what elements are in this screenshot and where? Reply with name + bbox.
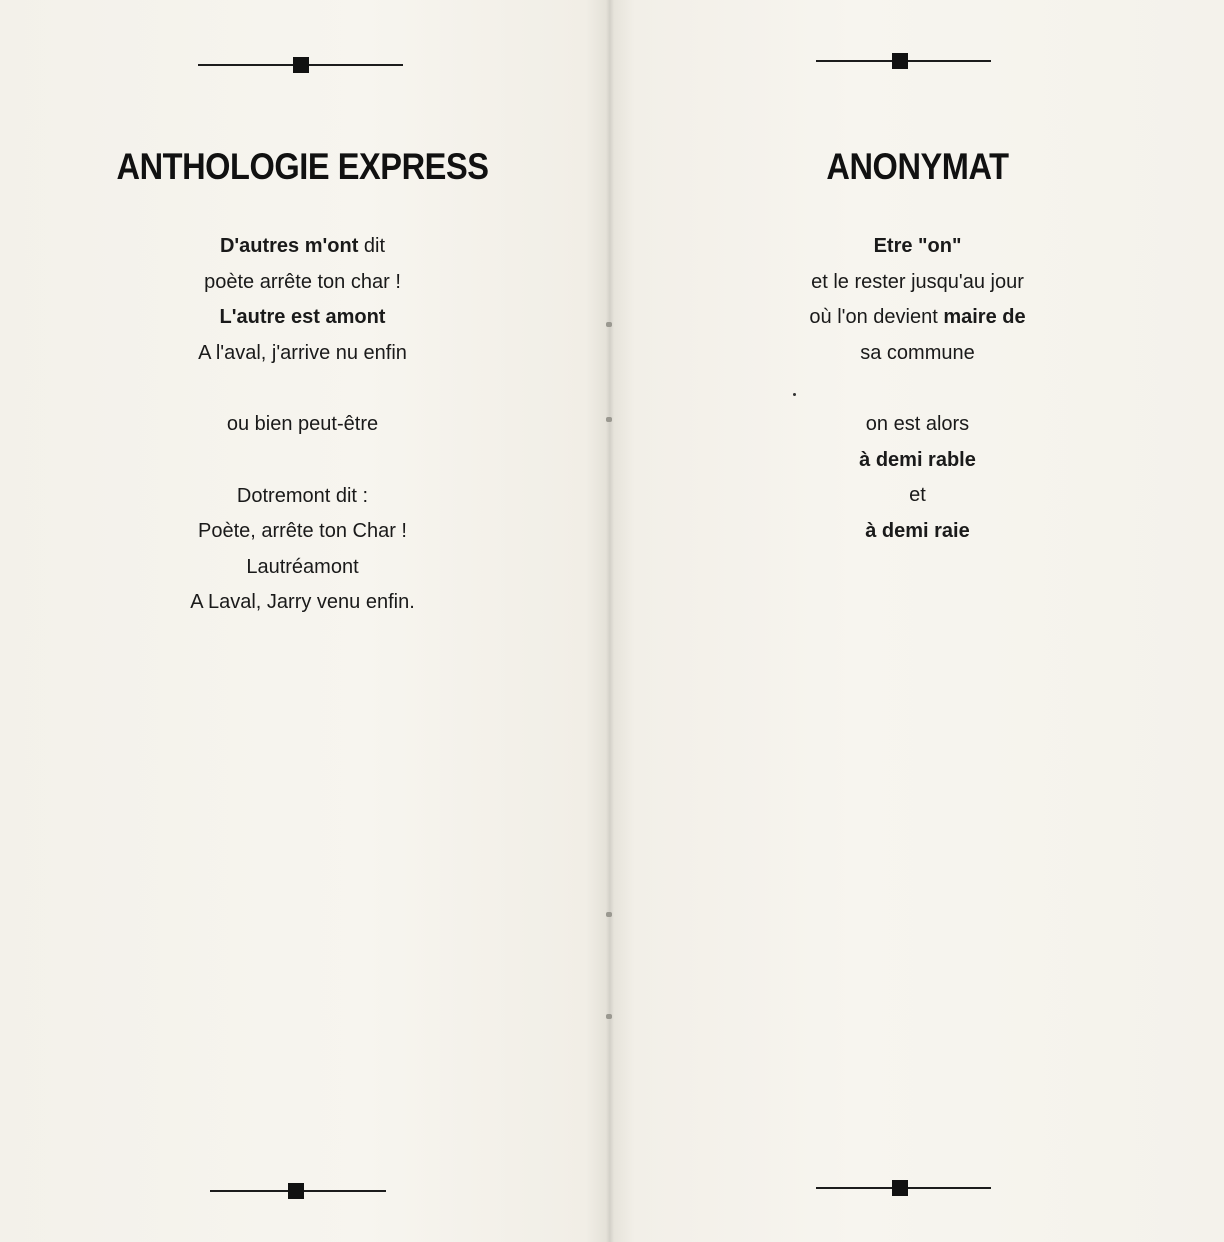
poem-line-bold: à demi rable xyxy=(859,448,976,471)
poem-line xyxy=(700,514,1135,550)
left-page xyxy=(0,0,610,1242)
poem-line: sa commune xyxy=(860,341,975,364)
poem-line xyxy=(80,300,525,336)
top-ornament-left xyxy=(198,57,403,73)
poem-line xyxy=(700,443,1135,479)
poem-line: on est alors xyxy=(865,413,970,435)
poem-anthologie xyxy=(80,229,525,621)
bottom-ornament-right xyxy=(816,1180,991,1196)
binding-staple-mark xyxy=(606,912,612,917)
page-title-anthologie: ANTHOLOGIE EXPRESS xyxy=(116,146,489,187)
right-page xyxy=(610,0,1224,1242)
ornament-square xyxy=(293,57,309,73)
stanza-gap xyxy=(80,443,525,479)
stanza-gap xyxy=(700,371,1135,407)
poem-line xyxy=(80,229,525,265)
poem-line-bold: Etre "on" xyxy=(873,235,962,257)
ornament-square xyxy=(892,53,908,69)
poem-line: Lautréamont xyxy=(246,555,359,578)
binding-gutter xyxy=(606,0,614,1242)
poem-line: A Laval, Jarry venu enfin. xyxy=(190,591,415,613)
poem-line: Dotremont dit : xyxy=(236,484,369,507)
poem-line-bold: L'autre est amont xyxy=(219,306,386,328)
ornament-square xyxy=(892,1180,908,1196)
page-title-anonymat: ANONYMAT xyxy=(826,146,1009,187)
poem-line: A l'aval, j'arrive nu enfin xyxy=(198,341,407,364)
poem-line: poète arrête ton char ! xyxy=(204,270,401,293)
binding-staple-mark xyxy=(606,1014,612,1019)
poem-line-bold: à demi raie xyxy=(865,519,970,542)
paper-speck xyxy=(793,393,796,396)
bottom-ornament-left xyxy=(210,1183,386,1199)
ornament-square xyxy=(288,1183,304,1199)
poem-line-bold: maire de xyxy=(943,306,1026,328)
poem-line: et xyxy=(909,484,926,506)
binding-staple-mark xyxy=(606,322,612,327)
stanza-gap xyxy=(80,371,525,407)
poem-line: ou bien peut-être xyxy=(226,413,379,435)
poem-line-text: où l'on devient xyxy=(809,306,944,328)
poem-line xyxy=(700,300,1135,336)
top-ornament-right xyxy=(816,53,991,69)
poem-line: et le rester jusqu'au jour xyxy=(811,270,1024,293)
poem-line-bold: D'autres m'ont xyxy=(219,235,359,257)
poem-line: Poète, arrête ton Char ! xyxy=(197,520,407,542)
poem-anonymat xyxy=(700,229,1135,549)
binding-staple-mark xyxy=(606,417,612,422)
poem-line xyxy=(700,229,1135,265)
poem-line-text: dit xyxy=(358,235,386,257)
